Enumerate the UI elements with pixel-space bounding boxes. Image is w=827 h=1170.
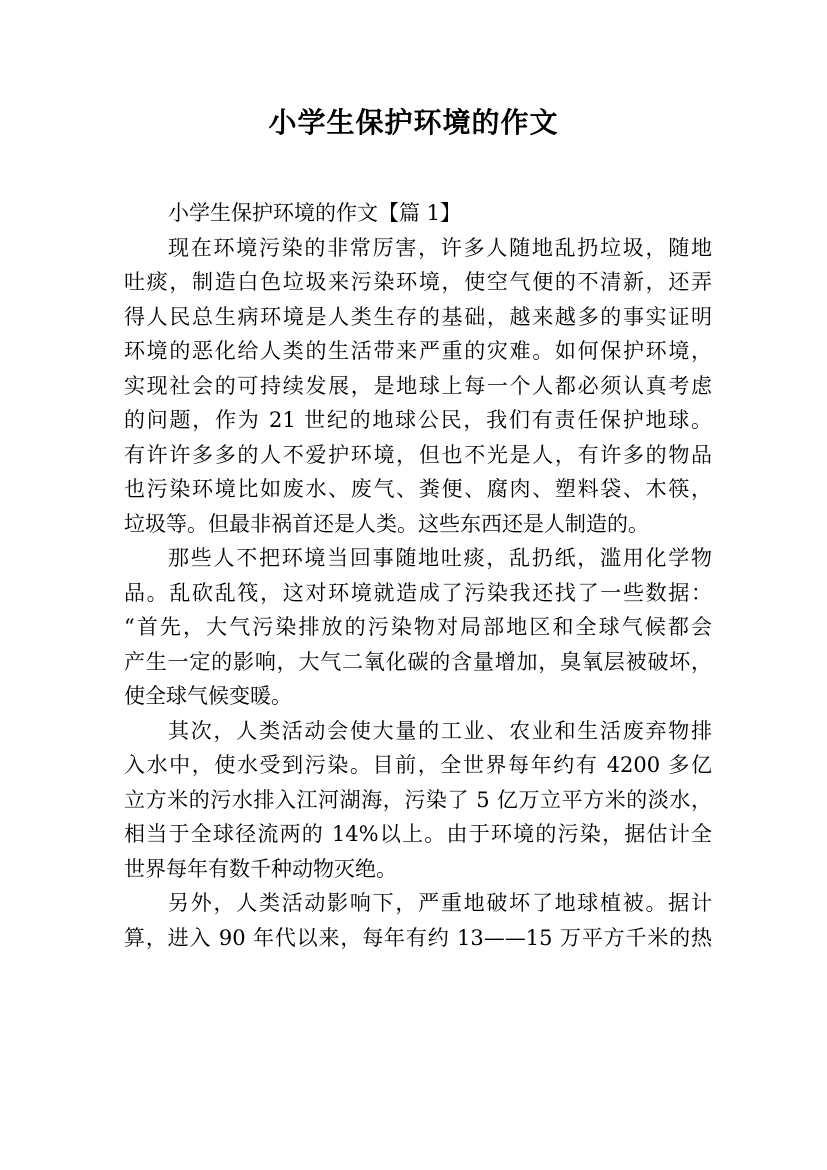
text-line: 有许许多多的人不爱护环境，但也不光是人，有许多的物品: [124, 442, 712, 467]
text-line: 产生一定的影响，大气二氧化碳的含量增加，臭氧层被破坏，: [124, 649, 712, 674]
text-line: 那些人不把环境当回事随地吐痰，乱扔纸，滥用化学物: [168, 546, 712, 570]
text-line: 另外，人类活动影响下，严重地破坏了地球植被。据计: [168, 891, 712, 915]
text-line: 世界每年有数千种动物灭绝。: [124, 856, 397, 881]
text-line: 小学生保护环境的作文【篇 1】: [168, 201, 462, 225]
text-line: 吐痰，制造白色垃圾来污染环境，使空气便的不清新，还弄: [124, 270, 712, 294]
text-line: 也污染环境比如废水、废气、粪便、腐肉、塑料袋、木筷，: [124, 477, 712, 501]
document-title: 小学生保护环境的作文: [268, 106, 559, 139]
text-line: 环境的恶化给人类的生活带来严重的灾难。如何保护环境，: [124, 339, 712, 363]
text-line: 立方米的污水排入江河湖海，污染了 5 亿万立平方米的淡水，: [124, 787, 712, 812]
text-line: 使全球气候变暖。: [124, 684, 292, 708]
text-line: 入水中，使水受到污染。目前，全世界每年约有 4200 多亿: [124, 753, 712, 777]
document-body: [124, 196, 712, 955]
text-line: “首先，大气污染排放的污染物对局部地区和全球气候都会: [124, 615, 712, 639]
text-line: 的问题，作为 21 世纪的地球公民，我们有责任保护地球。: [124, 408, 712, 432]
text-line: 得人民总生病环境是人类生存的基础，越来越多的事实证明: [124, 304, 712, 329]
text-line: 相当于全球径流两的 14%以上。由于环境的污染，据估计全: [124, 822, 712, 846]
text-line: 现在环境污染的非常厉害，许多人随地乱扔垃圾，随地: [168, 235, 712, 260]
text-line: 垃圾等。但最非祸首还是人类。这些东西还是人制造的。: [124, 511, 649, 536]
text-line: 品。乱砍乱筏，这对环境就造成了污染我还找了一些数据：: [124, 580, 712, 605]
text-line: 算，进入 90 年代以来，每年有约 13——15 万平方千米的热: [124, 925, 712, 950]
text-line: 实现社会的可持续发展，是地球上每一个人都必须认真考虑: [124, 373, 712, 398]
text-line: 其次，人类活动会使大量的工业、农业和生活废弃物排: [168, 718, 712, 743]
